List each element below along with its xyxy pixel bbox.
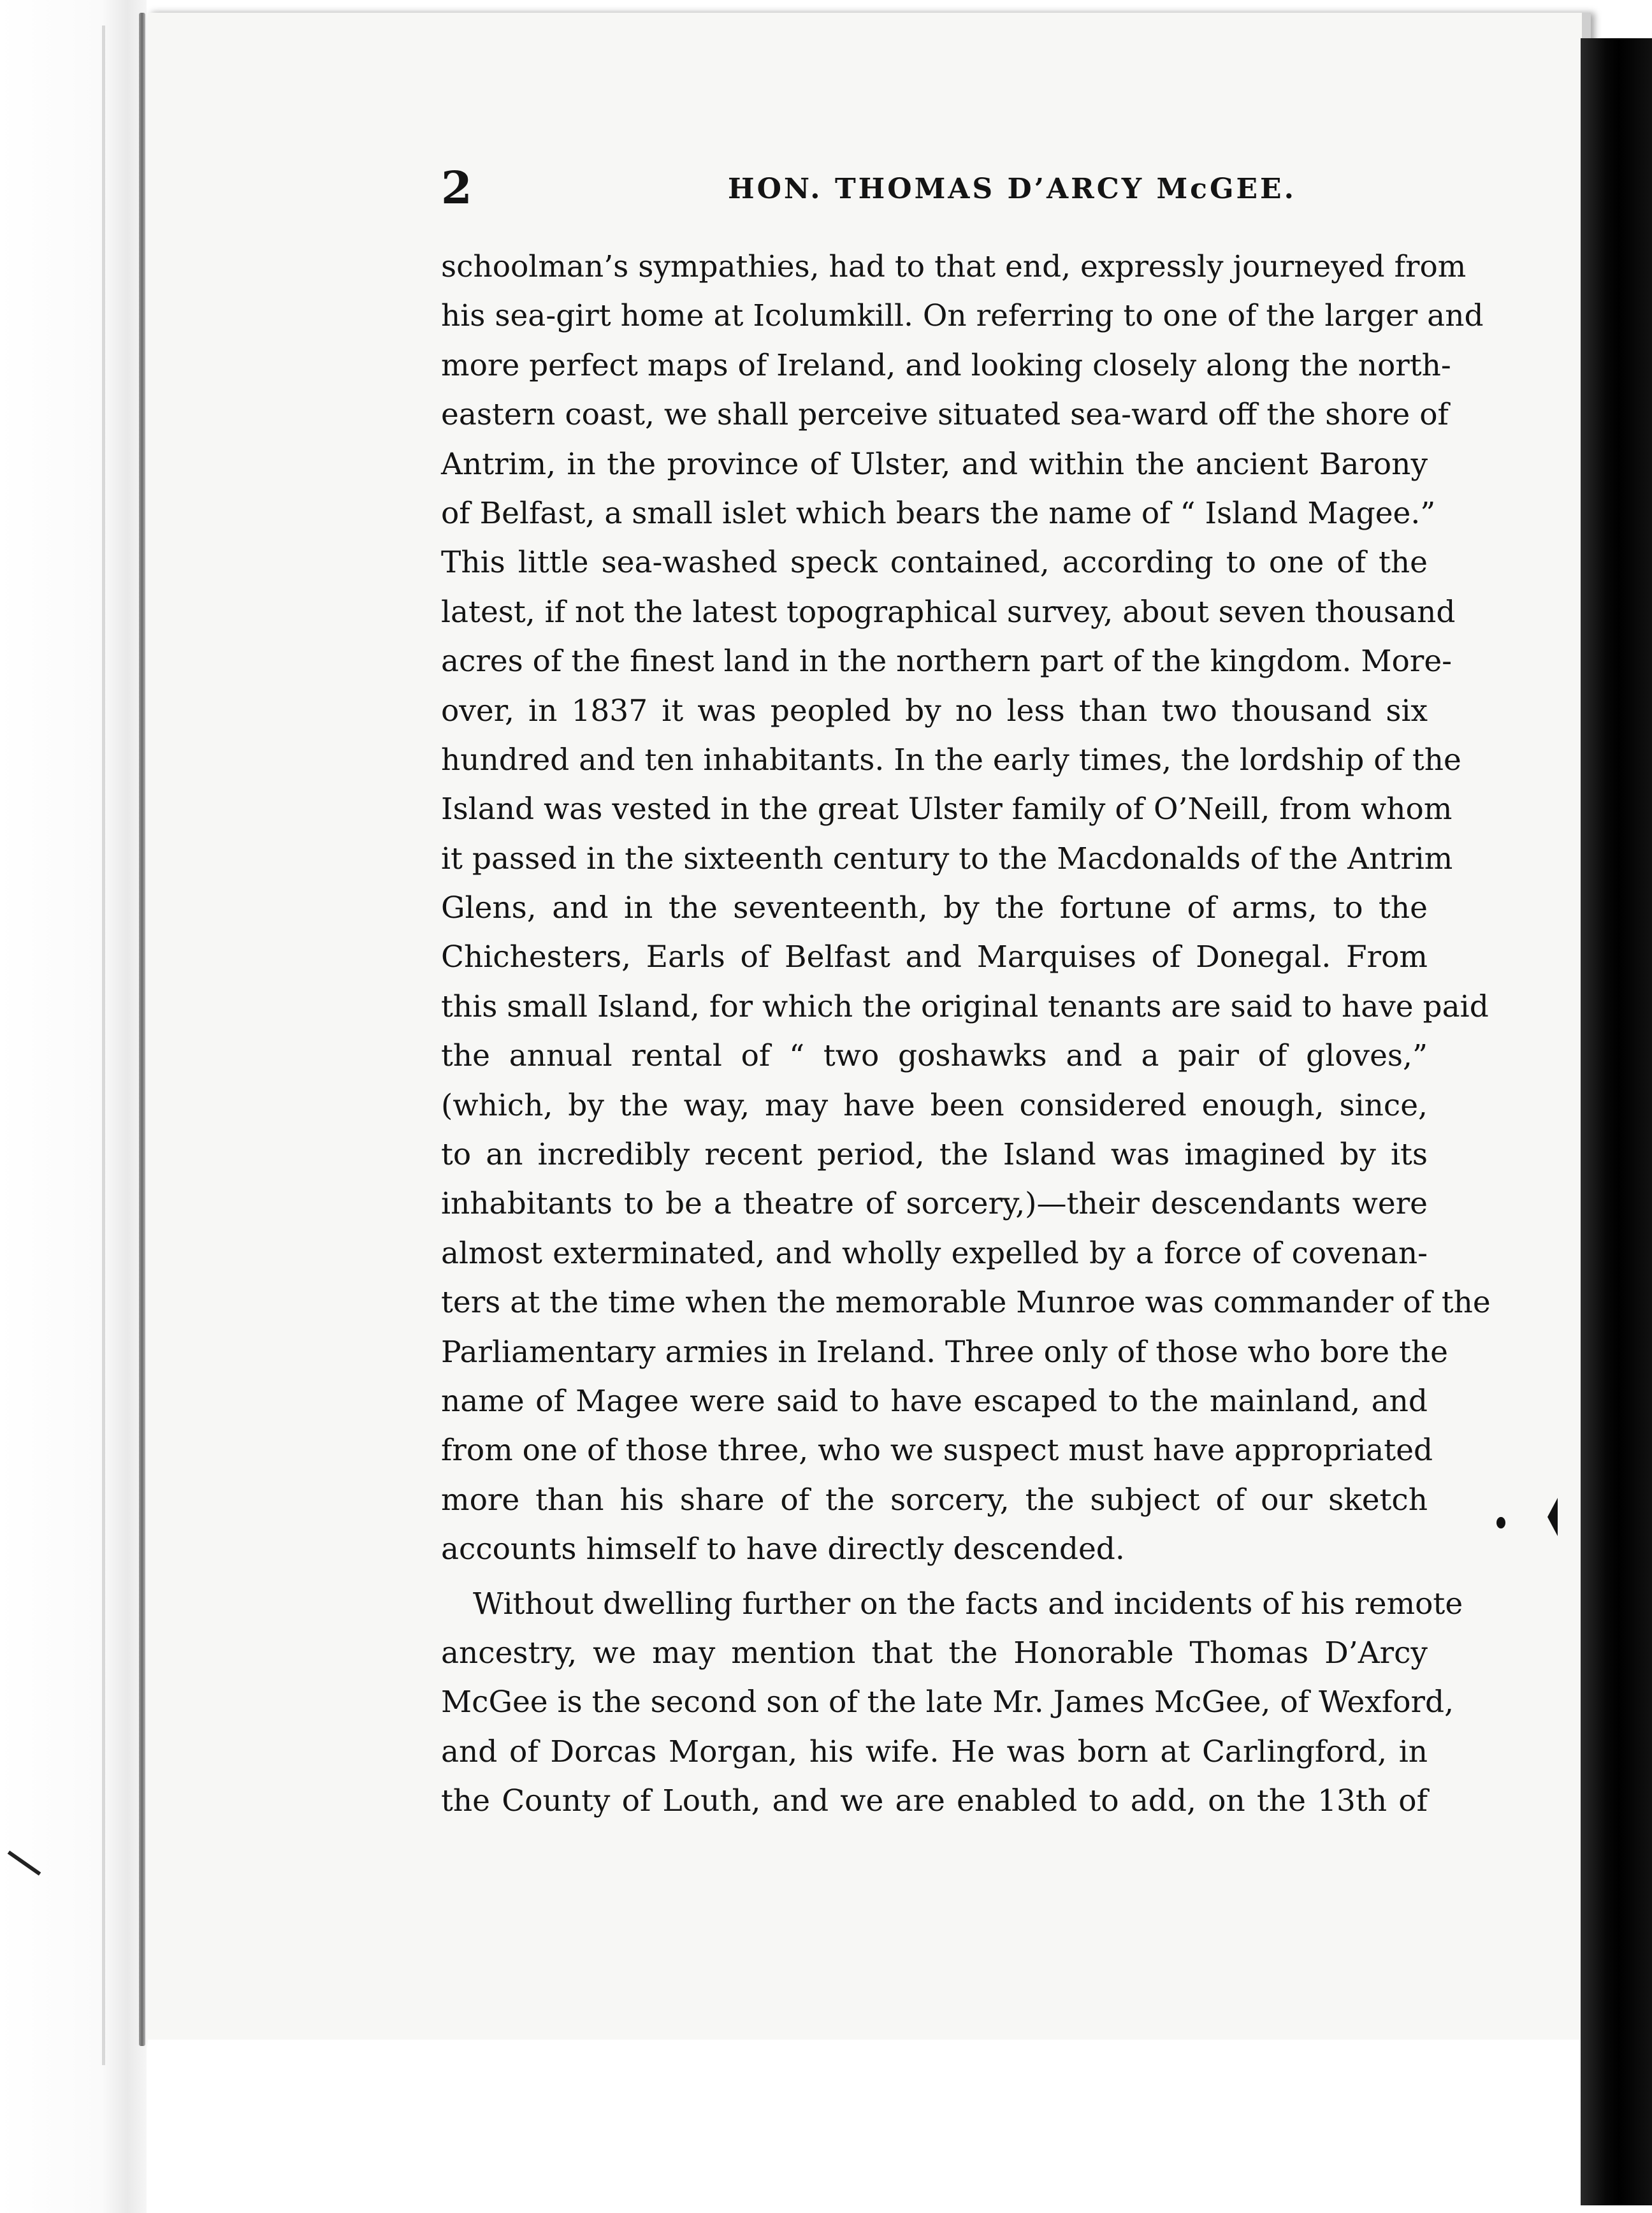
- text-line: inhabitants to be a theatre of sorcery,)—their descendants were: [441, 1186, 1428, 1222]
- text-line: to an incredibly recent period, the Island was imagined by its: [441, 1137, 1428, 1173]
- text-line: ters at the time when the memorable Munroe was commander of the: [441, 1285, 1491, 1321]
- page-header: [441, 159, 1448, 217]
- text-line: this small Island, for which the original tenants are said to have paid: [441, 989, 1489, 1024]
- text-line: acres of the finest land in the northern part of the kingdom. More-: [441, 644, 1453, 679]
- text-line: Parliamentary armies in Ireland. Three only of those who bore the: [441, 1334, 1448, 1370]
- bottom-margin: [148, 2040, 1588, 2213]
- text-line: it passed in the sixteenth century to the Macdonalds of the Antrim: [441, 841, 1453, 876]
- text-line: more perfect maps of Ireland, and looking closely along the north-: [441, 347, 1451, 383]
- paragraph: [441, 1579, 1463, 1826]
- text-line: latest, if not the latest topographical survey, about seven thousand: [441, 594, 1456, 630]
- text-line: eastern coast, we shall perceive situated sea-ward off the shore of: [441, 397, 1449, 433]
- text-line: his sea-girt home at Icolumkill. On referring to one of the larger and: [441, 298, 1484, 334]
- text-line: name of Magee were said to have escaped to the mainland, and: [441, 1383, 1428, 1419]
- text-line: almost exterminated, and wholly expelled by a force of covenan-: [441, 1235, 1428, 1271]
- text-line: and of Dorcas Morgan, his wife. He was born at Carlingford, in: [441, 1734, 1428, 1769]
- text-line: accounts himself to have directly descended.: [441, 1532, 1125, 1567]
- text-line: (which, by the way, may have been considered enough, since,: [441, 1087, 1428, 1123]
- right-scan-edge: [1581, 38, 1652, 2205]
- binding-edge: [139, 13, 145, 2046]
- text-line: the County of Louth, and we are enabled to add, on the 13th of: [441, 1783, 1428, 1819]
- text-line: Island was vested in the great Ulster family of O’Neill, from whom: [441, 792, 1453, 827]
- text-line: Chichesters, Earls of Belfast and Marquises of Donegal. From: [441, 940, 1428, 975]
- text-line: ancestry, we may mention that the Honorable Thomas D’Arcy: [441, 1635, 1428, 1671]
- text-line: hundred and ten inhabitants. In the early times, the lordship of the: [441, 742, 1461, 778]
- paragraph: [441, 242, 1491, 1574]
- text-line: McGee is the second son of the late Mr. James McGee, of Wexford,: [441, 1685, 1454, 1720]
- running-head: HON. THOMAS D’ARCY McGEE.: [728, 173, 1296, 205]
- body-text: [441, 242, 1491, 1826]
- left-page-margin: [0, 0, 147, 2213]
- text-line: from one of those three, who we suspect must have appropriated: [441, 1433, 1433, 1469]
- text-line: This little sea-washed speck contained, according to one of the: [441, 545, 1428, 581]
- text-line: the annual rental of “ two goshawks and a pair of gloves,”: [441, 1038, 1428, 1074]
- right-scan-dot: [1496, 1517, 1505, 1528]
- paragraph-gap: [441, 1574, 1428, 1579]
- text-line: over, in 1837 it was peopled by no less than two thousand six: [441, 693, 1428, 729]
- binding-shadow: [102, 25, 105, 2065]
- text-line: Antrim, in the province of Ulster, and within the ancient Barony: [441, 446, 1428, 482]
- text-line: more than his share of the sorcery, the subject of our sketch: [441, 1482, 1428, 1518]
- text-line: Glens, and in the seventeenth, by the fortune of arms, to the: [441, 890, 1428, 926]
- text-line: of Belfast, a small islet which bears the name of “ Island Magee.”: [441, 495, 1436, 531]
- text-line: Without dwelling further on the facts and incidents of his remote: [473, 1586, 1463, 1622]
- page-number: 2: [441, 161, 472, 214]
- text-line: schoolman’s sympathies, had to that end, expressly journeyed from: [441, 249, 1467, 284]
